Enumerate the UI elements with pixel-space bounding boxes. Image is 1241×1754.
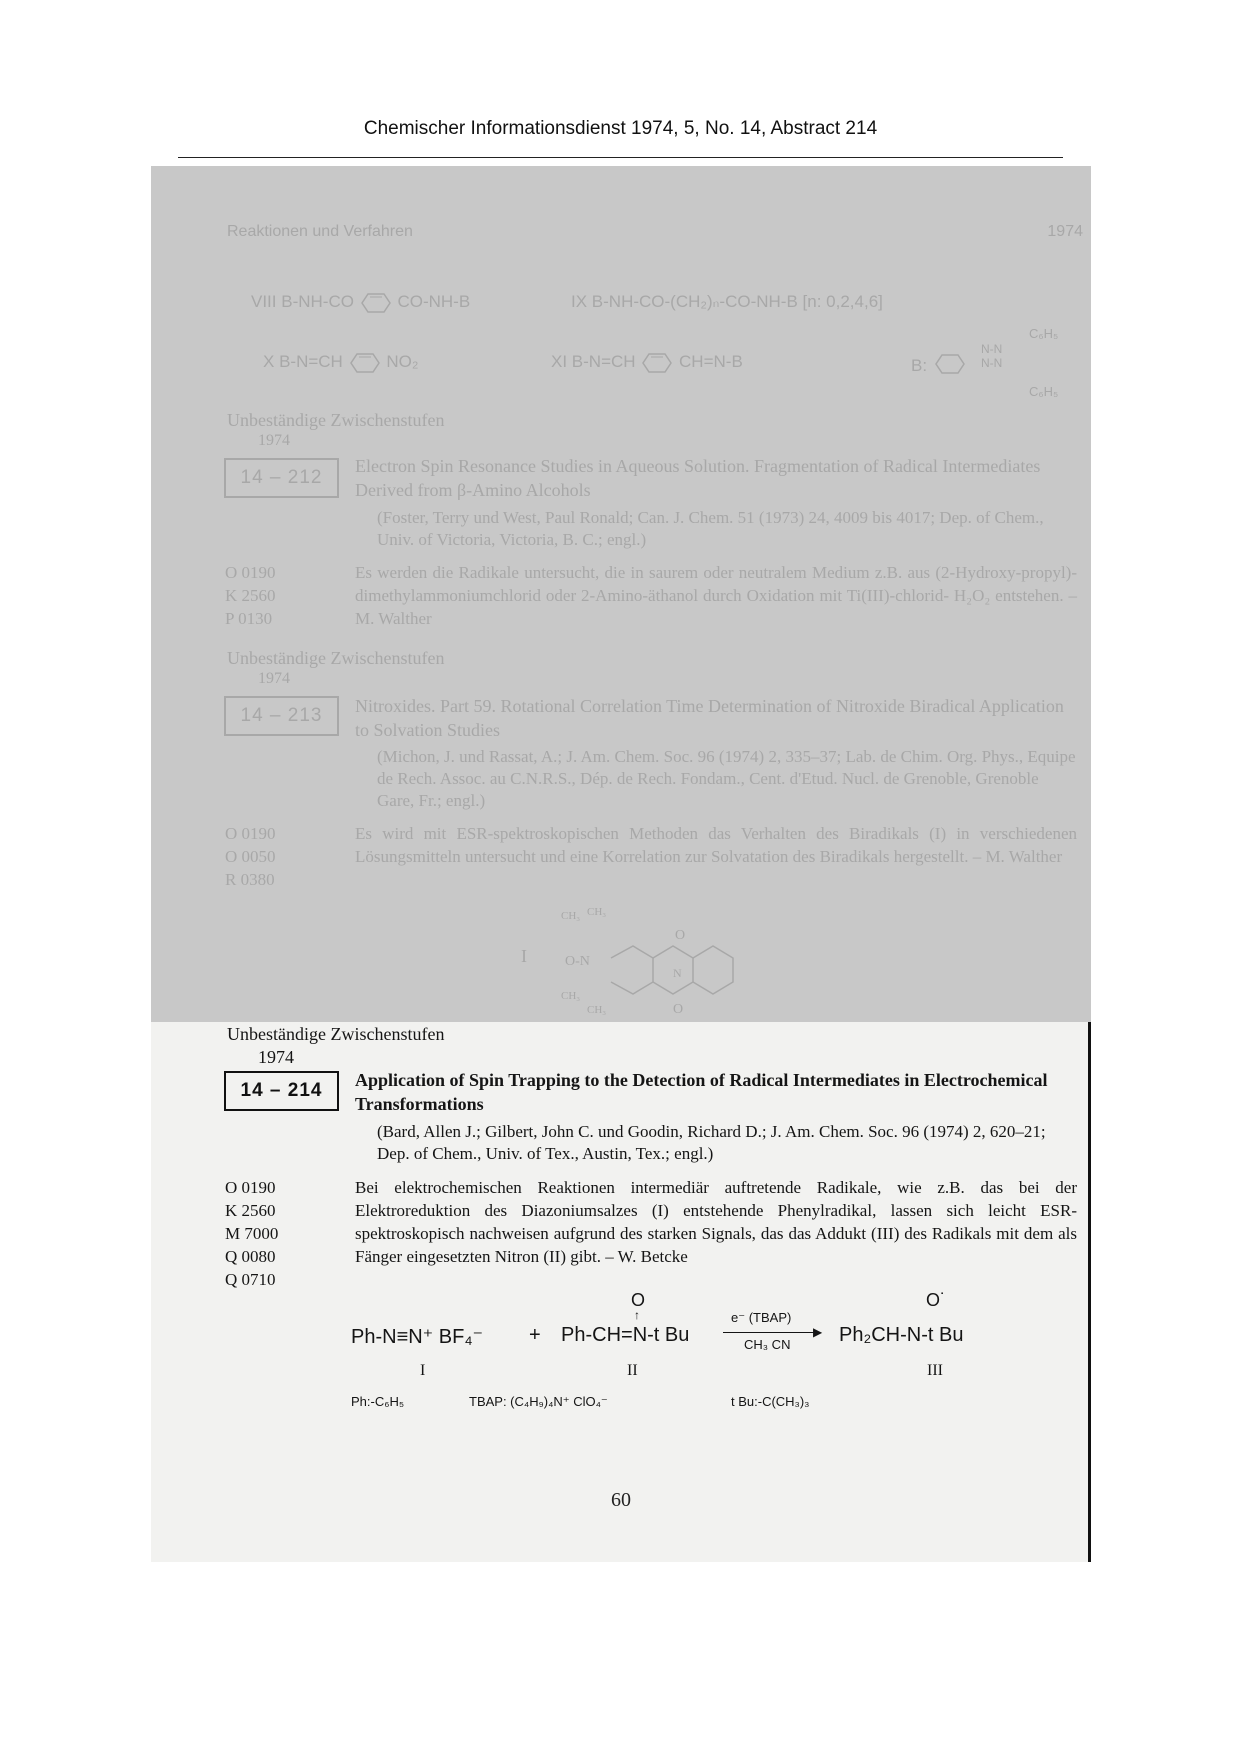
arrow-head-icon: ▶ xyxy=(813,1325,823,1339)
running-head-right: 1974 xyxy=(1047,223,1083,240)
formula-ix xyxy=(571,292,883,312)
entry-reference: (Bard, Allen J.; Gilbert, John C. und Goodin, Richard D.; J. Am. Chem. Soc. 96 (1974) 2, 620–21; Dep. of Chem., Univ. of Tex., Austin, Tex.; engl.) xyxy=(377,1122,1046,1163)
class-code: Q 0710 xyxy=(225,1270,276,1289)
formula-x-label: X xyxy=(263,352,275,371)
class-code: K 2560 xyxy=(225,1201,276,1220)
benzene-ring-icon xyxy=(935,354,965,374)
classification-codes xyxy=(225,561,276,630)
page-number: 60 xyxy=(611,1489,631,1511)
class-code: O 0190 xyxy=(225,563,276,582)
class-code: O 0050 xyxy=(225,847,276,866)
class-code: M 7000 xyxy=(225,1224,279,1243)
formula-xi-right: CH=N-B xyxy=(679,352,743,371)
structure-text: N xyxy=(673,966,682,980)
section-year: 1974 xyxy=(258,1047,294,1067)
biradical-structure xyxy=(521,906,761,1022)
formula-ix-n-note: [n: 0,2,4,6] xyxy=(802,292,883,311)
formula-viii-label: VIII xyxy=(251,292,277,311)
entry-title: Nitroxides. Part 59. Rotational Correlation Time Determination of Nitroxide Biradical Application to Solvation Studies xyxy=(355,696,1064,740)
benzene-ring-icon xyxy=(350,353,380,373)
legend-tbap: TBAP: (C₄H₉)₄N⁺ ClO₄⁻ xyxy=(469,1394,608,1409)
compound-label: I xyxy=(420,1362,426,1379)
formula-xi-left: B-N=CH xyxy=(571,352,636,371)
class-code: O 0190 xyxy=(225,824,276,843)
arrow-bottom-label: CH₃ CN xyxy=(744,1337,791,1352)
running-head-left: Reaktionen und Verfahren xyxy=(227,223,413,240)
entry-code-box: 14 – 214 xyxy=(224,1071,339,1111)
reaction-arrow-icon xyxy=(723,1332,819,1333)
scan-edge xyxy=(1088,1022,1091,1562)
entry-reference: (Foster, Terry und West, Paul Ronald; Can. J. Chem. 51 (1973) 24, 4009 bis 4017; Dep. of Chem., Univ. of Victoria, Victoria, B. C.; engl.) xyxy=(377,508,1044,549)
reaction-scheme xyxy=(351,1290,1051,1420)
biradical-structure-icon xyxy=(521,906,761,1022)
section-title: Unbeständige Zwischenstufen xyxy=(227,648,445,668)
formula-xi xyxy=(551,352,743,373)
class-code: K 2560 xyxy=(225,586,276,605)
class-code: R 0380 xyxy=(225,870,275,889)
section-title: Unbeständige Zwischenstufen xyxy=(227,410,445,430)
formula-b-label: B: xyxy=(911,356,928,375)
classification-codes xyxy=(225,822,276,891)
formula-x-right: NO₂ xyxy=(386,352,419,371)
entry-title: Electron Spin Resonance Studies in Aqueous Solution. Fragmentation of Radical Intermediates Derived from β-Amino Alcohols xyxy=(355,456,1041,500)
legend-tbu: t Bu:-C(CH₃)₃ xyxy=(731,1394,810,1409)
formula-x xyxy=(263,352,418,373)
compound-label: II xyxy=(627,1362,638,1379)
entry-abstract: Bei elektrochemischen Reaktionen intermediär auftretende Radikale, wie z.B. das bei der Elektroreduktion des Diazoniumsalzes (I) entstehende Phenylradikal, lassen sich leicht ESR-spektroskopisch nachweisen aufgrund des starken Signals, das das Addukt (III) des Radikals mit dem als Fänger eingesetzten Nitron (II) gibt. – W. Betcke xyxy=(355,1178,1077,1266)
entry-code-box: 14 – 212 xyxy=(224,458,339,498)
formula-b-sub1: C₆H₅ xyxy=(1029,326,1059,341)
formula-xi-label: XI xyxy=(551,352,568,371)
section-title: Unbeständige Zwischenstufen xyxy=(227,1024,445,1044)
structure-text: O-N xyxy=(565,954,590,969)
reaction-plus: + xyxy=(529,1324,541,1346)
entry-code-box: 14 – 213 xyxy=(224,696,339,736)
formula-viii xyxy=(251,292,470,313)
section-year: 1974 xyxy=(258,432,290,449)
reactant-2-oxygen: O xyxy=(631,1290,646,1310)
arrow-top-label: e⁻ (TBAP) xyxy=(731,1310,792,1325)
entry-abstract: Es wird mit ESR-spektroskopischen Methoden das Verhalten des Biradikals (I) in verschiedenen Lösungsmitteln untersucht und eine Korrelation zur Solvatation des Biradikals hergestellt. – M. Walther xyxy=(355,824,1077,866)
structure-text: CH₃ xyxy=(587,906,607,918)
entry-title: Application of Spin Trapping to the Detection of Radical Intermediates in Electrochemical Transformations xyxy=(355,1070,1048,1114)
structure-text: O xyxy=(675,928,686,943)
entry-abstract: Es werden die Radikale untersucht, die in saurem oder neutralem Medium z.B. aus (2-Hydroxy-propyl)-dimethylammoniumchlorid oder 2-Amino-äthanol durch Oxidation mit Ti(III)-chlorid- H₂O₂ entstehen. – M. Walther xyxy=(355,563,1077,628)
class-code: O 0190 xyxy=(225,1178,276,1197)
triazole-ring-label: N-N N-N xyxy=(981,342,1003,370)
structure-text: O xyxy=(673,1002,684,1017)
class-code: P 0130 xyxy=(225,609,273,628)
formula-ix-text: B-NH-CO-(CH₂)ₙ-CO-NH-B xyxy=(591,292,798,311)
formula-ix-label: IX xyxy=(571,292,588,311)
header-title: Chemischer Informationsdienst 1974, 5, No. 14, Abstract 214 xyxy=(363,118,878,139)
structure-text: CH₃ xyxy=(561,990,581,1002)
compound-label: III xyxy=(927,1362,943,1379)
reactant-1: Ph-N≡N⁺ BF₄⁻ xyxy=(351,1326,484,1348)
classification-codes xyxy=(225,1176,278,1291)
benzene-ring-icon xyxy=(642,353,672,373)
product: Ph₂CH-N-t Bu xyxy=(839,1324,964,1346)
section-year: 1974 xyxy=(258,670,290,687)
header-rule xyxy=(178,157,1063,158)
formula-x-left: B-N=CH xyxy=(279,352,343,371)
product-oxygen: O˙ xyxy=(926,1290,946,1310)
formula-viii-left: B-NH-CO xyxy=(281,292,354,311)
structure-text: CH₃ xyxy=(587,1004,607,1016)
arrow-up-icon: ↑ xyxy=(634,1308,640,1322)
entry-reference: (Michon, J. und Rassat, A.; J. Am. Chem. Soc. 96 (1974) 2, 335–37; Lab. de Chim. Org. Phys., Equipe de Rech. Assoc. au C.N.R.S., Dép. de Rech. Fondam., Cent. d'Etud. Nucl. de Grenoble, Grenoble Gare, Fr.; engl.) xyxy=(377,747,1076,810)
reactant-2: Ph-CH=N-t Bu xyxy=(561,1324,690,1346)
formula-b-sub2: C₆H₅ xyxy=(1029,384,1059,399)
class-code: Q 0080 xyxy=(225,1247,276,1266)
formula-viii-right: CO-NH-B xyxy=(397,292,471,311)
formula-b-definition xyxy=(911,326,1081,406)
benzene-ring-icon xyxy=(361,293,391,313)
legend-ph: Ph:-C₆H₅ xyxy=(351,1394,405,1409)
scanned-page xyxy=(151,166,1091,1562)
structure-text: CH₃ xyxy=(561,910,581,922)
structure-label: I xyxy=(521,946,527,966)
